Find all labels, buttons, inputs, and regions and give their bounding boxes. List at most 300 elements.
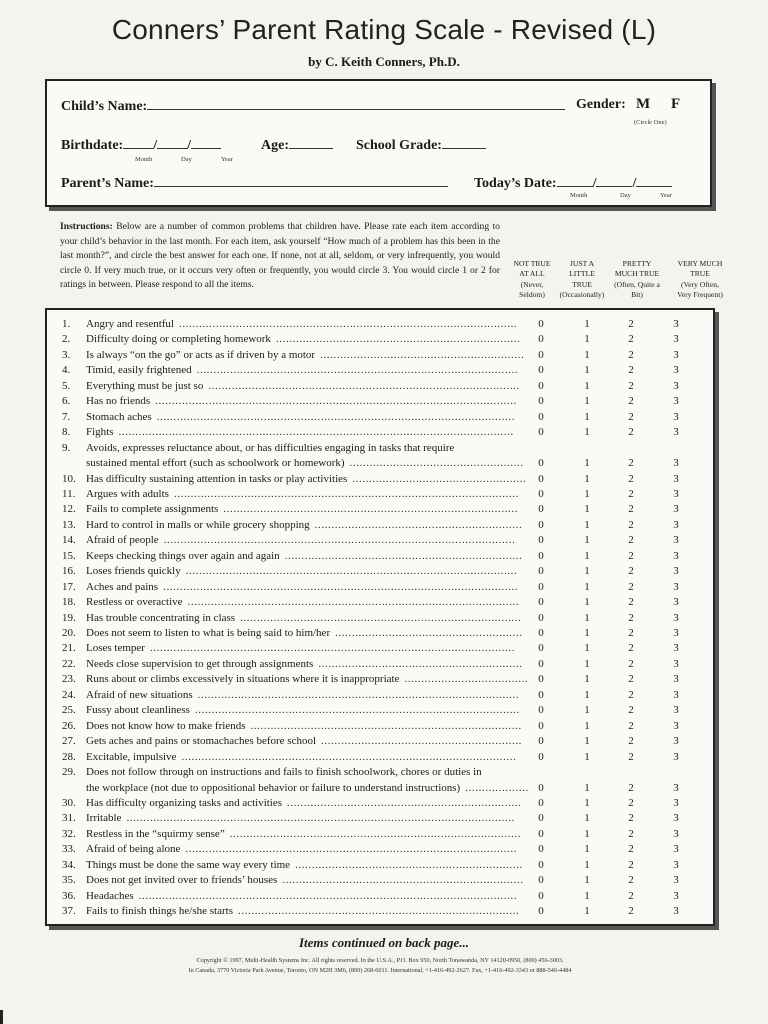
rating-option-2[interactable]: 2 — [628, 549, 634, 562]
rating-option-2[interactable]: 2 — [628, 426, 634, 439]
rating-option-2[interactable]: 2 — [628, 843, 634, 856]
item-row — [62, 751, 176, 763]
item-row — [62, 411, 152, 423]
rating-option-0[interactable]: 0 — [538, 688, 544, 701]
rating-option-1[interactable]: 1 — [584, 487, 590, 500]
rating-option-2[interactable]: 2 — [628, 657, 634, 670]
rating-option-1[interactable]: 1 — [584, 318, 590, 330]
column-header-line: TRUE — [690, 269, 710, 279]
rating-option-3[interactable]: 3 — [673, 379, 679, 392]
rating-option-3[interactable]: 3 — [673, 457, 679, 470]
rating-option-0[interactable]: 0 — [538, 472, 544, 485]
rating-option-3[interactable]: 3 — [673, 518, 679, 531]
item-text: Difficulty doing or completing homework — [86, 333, 271, 346]
item-number: 14. — [62, 534, 76, 547]
item-text: Everything must be just so — [86, 379, 204, 392]
form-title: Conners’ Parent Rating Scale - Revised (L) — [111, 14, 657, 45]
rating-option-0[interactable]: 0 — [538, 719, 544, 732]
rating-option-3[interactable]: 3 — [673, 627, 679, 639]
rating-option-1[interactable]: 1 — [584, 518, 590, 531]
rating-option-2[interactable]: 2 — [628, 457, 634, 470]
scan-edge-mark — [0, 1010, 3, 1024]
rating-option-3[interactable]: 3 — [673, 333, 679, 346]
rating-option-2[interactable]: 2 — [628, 611, 634, 624]
rating-option-2[interactable]: 2 — [628, 905, 634, 918]
rating-option-1[interactable]: 1 — [584, 549, 590, 562]
rating-option-2[interactable]: 2 — [628, 503, 634, 516]
rating-option-1[interactable]: 1 — [584, 719, 590, 732]
item-text: Afraid of being alone — [86, 843, 181, 856]
rating-option-3[interactable]: 3 — [673, 611, 679, 624]
rating-option-1[interactable]: 1 — [584, 333, 590, 346]
gender-option-m[interactable]: M — [636, 96, 651, 112]
item-row — [62, 797, 282, 809]
rating-option-0[interactable]: 0 — [538, 457, 544, 470]
rating-option-0[interactable]: 0 — [538, 812, 544, 825]
item-row — [62, 859, 290, 871]
gender-label: Gender: — [576, 97, 626, 112]
item-number: 29. — [62, 766, 76, 779]
rating-option-3[interactable]: 3 — [673, 843, 679, 856]
dot-leader: ................................................................................................ — [196, 364, 519, 377]
item-number: 35. — [62, 874, 76, 887]
item-row — [62, 874, 277, 886]
rating-option-3[interactable]: 3 — [673, 549, 679, 562]
column-header-line: NOT TRUE — [513, 259, 551, 268]
age-field[interactable] — [261, 136, 333, 154]
dot-leader: ............................................................................................................. — [149, 642, 516, 655]
instructions-heading: Instructions: — [60, 221, 113, 232]
rating-option-2[interactable]: 2 — [628, 889, 634, 902]
rating-option-0[interactable]: 0 — [538, 858, 544, 871]
rating-option-2[interactable]: 2 — [628, 827, 634, 840]
item-number: 20. — [62, 627, 76, 639]
rating-option-1[interactable]: 1 — [584, 889, 590, 902]
rating-option-2[interactable]: 2 — [628, 781, 634, 794]
item-row — [62, 349, 315, 361]
dot-leader: ................................................................................................ — [197, 688, 520, 701]
dot-leader: .................................................................................... — [237, 905, 520, 918]
column-header-line: Bit) — [631, 290, 643, 300]
copyright-notice — [60, 956, 700, 975]
item-text: Timid, easily frightened — [86, 364, 192, 377]
item-text: Has difficulty organizing tasks and activities — [86, 796, 283, 809]
item-text: Things must be done the same way every time — [86, 858, 291, 871]
item-text: Restless or overactive — [86, 596, 183, 609]
rating-option-1[interactable]: 1 — [584, 750, 590, 763]
rating-option-2[interactable]: 2 — [628, 874, 634, 887]
item-number: 5. — [62, 379, 71, 392]
birthdate-field[interactable]: Birthdate: / / — [61, 136, 221, 154]
rating-option-0[interactable]: 0 — [538, 565, 544, 578]
item-row — [62, 720, 245, 732]
rating-option-0[interactable]: 0 — [538, 318, 544, 330]
rating-option-3[interactable]: 3 — [673, 812, 679, 825]
rating-option-1[interactable]: 1 — [584, 534, 590, 547]
rating-option-2[interactable]: 2 — [628, 796, 634, 809]
rating-option-3[interactable]: 3 — [673, 364, 679, 377]
item-number: 22. — [62, 657, 76, 670]
rating-option-3[interactable]: 3 — [673, 472, 679, 485]
column-header-line: MUCH TRUE — [614, 269, 660, 279]
item-number: 34. — [62, 858, 76, 871]
rating-option-3[interactable]: 3 — [673, 410, 679, 423]
rating-option-0[interactable]: 0 — [538, 580, 544, 593]
item-number: 17. — [62, 580, 76, 593]
rating-option-2[interactable]: 2 — [628, 379, 634, 392]
rating-option-0[interactable]: 0 — [538, 596, 544, 609]
rating-option-1[interactable]: 1 — [584, 735, 590, 748]
column-header-line: PRETTY — [622, 259, 652, 268]
item-text: Does not follow through on instructions and fails to finish schoolwork, chores or duties in — [86, 766, 482, 779]
rating-option-1[interactable]: 1 — [584, 503, 590, 516]
item-number: 19. — [62, 611, 76, 624]
rating-option-1[interactable]: 1 — [584, 843, 590, 856]
rating-option-0[interactable]: 0 — [538, 426, 544, 439]
dot-leader: ............................................................................................................ — [155, 395, 517, 408]
rating-option-3[interactable]: 3 — [673, 487, 679, 500]
column-header-line: Seldom) — [519, 290, 545, 300]
item-row — [62, 318, 174, 330]
item-row — [62, 612, 235, 624]
rating-option-1[interactable]: 1 — [584, 657, 590, 670]
item-number: 8. — [62, 426, 71, 439]
rating-option-0[interactable]: 0 — [538, 333, 544, 346]
item-row — [62, 905, 233, 917]
rating-option-0[interactable]: 0 — [538, 410, 544, 423]
item-row — [62, 766, 482, 778]
rating-option-3[interactable]: 3 — [673, 827, 679, 840]
birthdate-label: Birthdate: — [61, 138, 124, 153]
item-text: Gets aches and pains or stomachaches before school — [86, 735, 317, 748]
item-row — [62, 581, 158, 593]
dot-leader: ....................................................................... — [284, 549, 523, 562]
item-number: 37. — [62, 905, 76, 918]
rating-option-3[interactable]: 3 — [673, 657, 679, 670]
item-row — [62, 627, 330, 639]
todays-date-year: Year — [660, 192, 672, 199]
rating-option-3[interactable]: 3 — [673, 565, 679, 578]
rating-option-2[interactable]: 2 — [628, 318, 634, 330]
rating-option-2[interactable]: 2 — [628, 596, 634, 609]
dot-leader: .................................................... — [349, 457, 524, 470]
rating-option-0[interactable]: 0 — [538, 549, 544, 562]
instructions — [60, 220, 500, 293]
dot-leader: ............................................................ — [321, 735, 523, 748]
dot-leader: .................................................................................... — [240, 611, 522, 624]
rating-option-3[interactable]: 3 — [673, 688, 679, 701]
column-header-line: Very Frequent) — [677, 290, 723, 300]
parent-name-label: Parent’s Name: — [61, 176, 154, 191]
rating-option-0[interactable]: 0 — [538, 673, 544, 686]
copyright-line-1: Copyright © 1997, Multi-Health Systems Inc. All rights reserved. In the U.S.A., P.O. Box 950, North Tonawanda, NY 14120-0950, (800) 456-3003. — [196, 957, 564, 964]
rating-option-3[interactable]: 3 — [673, 874, 679, 887]
rating-option-3[interactable]: 3 — [673, 673, 679, 686]
rating-option-1[interactable]: 1 — [584, 379, 590, 392]
rating-option-2[interactable]: 2 — [628, 410, 634, 423]
item-row — [62, 364, 192, 376]
rating-option-1[interactable]: 1 — [584, 642, 590, 655]
rating-option-2[interactable]: 2 — [628, 673, 634, 686]
parent-name-field[interactable] — [61, 174, 448, 192]
rating-option-3[interactable]: 3 — [673, 642, 679, 655]
dot-leader: ................... — [465, 781, 529, 794]
item-row — [62, 473, 347, 485]
item-text: Does not get invited over to friends’ houses — [86, 874, 278, 887]
item-row — [62, 828, 225, 840]
rating-option-2[interactable]: 2 — [628, 858, 634, 871]
todays-date-month: Month — [570, 192, 588, 199]
item-text: Angry and resentful — [86, 318, 174, 330]
item-row — [62, 658, 313, 670]
rating-option-1[interactable]: 1 — [584, 812, 590, 825]
item-number: 36. — [62, 889, 76, 902]
rating-option-3[interactable]: 3 — [673, 750, 679, 763]
rating-option-2[interactable]: 2 — [628, 364, 634, 377]
todays-date-label: Today’s Date: — [474, 176, 557, 191]
item-number: 16. — [62, 565, 76, 578]
rating-option-3[interactable]: 3 — [673, 348, 679, 361]
rating-option-0[interactable]: 0 — [538, 503, 544, 516]
rating-option-2[interactable]: 2 — [628, 348, 634, 361]
rating-option-3[interactable]: 3 — [673, 534, 679, 547]
rating-option-2[interactable]: 2 — [628, 487, 634, 500]
child-info-box — [45, 79, 712, 207]
column-header-line: LITTLE — [569, 269, 595, 279]
rating-option-2[interactable]: 2 — [628, 395, 634, 408]
item-row — [62, 395, 150, 407]
rating-option-1[interactable]: 1 — [584, 858, 590, 871]
rating-option-1[interactable]: 1 — [584, 874, 590, 887]
rating-option-0[interactable]: 0 — [538, 905, 544, 918]
rating-option-0[interactable]: 0 — [538, 379, 544, 392]
item-row — [62, 503, 218, 515]
rating-option-2[interactable]: 2 — [628, 812, 634, 825]
rating-option-1[interactable]: 1 — [584, 796, 590, 809]
rating-option-2[interactable]: 2 — [628, 534, 634, 547]
dot-leader: .......................................................................................................... — [163, 580, 519, 593]
item-number: 13. — [62, 518, 76, 531]
column-header-3 — [669, 259, 731, 301]
child-name-label: Child’s Name: — [61, 99, 148, 114]
item-row — [62, 843, 180, 855]
rating-option-0[interactable]: 0 — [538, 827, 544, 840]
rating-items-table — [45, 308, 715, 926]
item-row — [62, 812, 121, 824]
rating-option-2[interactable]: 2 — [628, 688, 634, 701]
todays-date-field[interactable]: Today’s Date: / / — [474, 174, 672, 192]
dot-leader: ................................................................................................................. — [138, 889, 518, 902]
rating-option-0[interactable]: 0 — [538, 843, 544, 856]
rating-option-1[interactable]: 1 — [584, 627, 590, 639]
item-text: Avoids, expresses reluctance about, or has difficulties engaging in tasks that require — [86, 441, 455, 454]
rating-option-1[interactable]: 1 — [584, 457, 590, 470]
rating-option-3[interactable]: 3 — [673, 426, 679, 439]
dot-leader: ........................................................................................................... — [156, 410, 516, 423]
rating-option-2[interactable]: 2 — [628, 735, 634, 748]
gender-option-f[interactable]: F — [671, 96, 681, 112]
rating-option-1[interactable]: 1 — [584, 673, 590, 686]
item-text-continued: sustained mental effort (such as schoolwork or homework) — [86, 457, 345, 470]
rating-option-3[interactable]: 3 — [673, 735, 679, 748]
rating-option-3[interactable]: 3 — [673, 796, 679, 809]
age-label: Age: — [261, 138, 289, 153]
rating-option-2[interactable]: 2 — [628, 642, 634, 655]
item-text: Aches and pains — [86, 580, 159, 593]
rating-option-2[interactable]: 2 — [628, 518, 634, 531]
school-grade-label: School Grade: — [356, 138, 442, 153]
rating-option-0[interactable]: 0 — [538, 781, 544, 794]
rating-option-2[interactable]: 2 — [628, 565, 634, 578]
item-number: 1. — [62, 318, 71, 330]
dot-leader: ............................................................. — [318, 657, 523, 670]
item-row — [62, 550, 280, 562]
rating-option-1[interactable]: 1 — [584, 611, 590, 624]
item-text: Hard to control in malls or while grocery shopping — [86, 518, 310, 531]
item-number: 18. — [62, 596, 76, 609]
item-row — [62, 442, 454, 454]
rating-option-1[interactable]: 1 — [584, 704, 590, 717]
child-name-field[interactable] — [61, 97, 565, 115]
item-text: Is always “on the go” or acts as if driven by a motor — [86, 348, 316, 361]
rating-option-0[interactable]: 0 — [538, 750, 544, 763]
child-name-line[interactable] — [147, 97, 565, 110]
item-text: Does not know how to make friends — [86, 719, 246, 732]
rating-option-0[interactable]: 0 — [538, 611, 544, 624]
rating-option-0[interactable]: 0 — [538, 627, 544, 639]
rating-option-0[interactable]: 0 — [538, 657, 544, 670]
rating-option-1[interactable]: 1 — [584, 827, 590, 840]
rating-option-1[interactable]: 1 — [584, 580, 590, 593]
dot-leader: ....................................................................................................... — [173, 487, 519, 500]
item-number: 7. — [62, 410, 71, 423]
item-row — [62, 534, 159, 546]
column-header-line: (Often, Quite a — [614, 279, 660, 289]
birthdate-year: Year — [221, 156, 233, 163]
item-number: 30. — [62, 796, 76, 809]
item-row — [62, 689, 193, 701]
rating-option-1[interactable]: 1 — [584, 426, 590, 439]
column-header-1 — [551, 259, 613, 301]
item-text: Fussy about cleanliness — [86, 704, 190, 717]
rating-option-2[interactable]: 2 — [628, 704, 634, 717]
item-number: 2. — [62, 333, 71, 346]
rating-option-0[interactable]: 0 — [538, 348, 544, 361]
copyright-line-2: In Canada, 3770 Victoria Park Avenue, Toronto, ON M2H 3M6, (800) 268-6011. International, +1-416-492-2627. Fax, +1-416-492-3343 or 888-540-4484 — [188, 966, 572, 974]
rating-option-1[interactable]: 1 — [584, 688, 590, 701]
rating-option-2[interactable]: 2 — [628, 333, 634, 346]
rating-option-3[interactable]: 3 — [673, 596, 679, 609]
rating-option-0[interactable]: 0 — [538, 889, 544, 902]
rating-option-0[interactable]: 0 — [538, 364, 544, 377]
rating-option-3[interactable]: 3 — [673, 318, 679, 330]
rating-option-2[interactable]: 2 — [628, 719, 634, 732]
rating-option-3[interactable]: 3 — [673, 580, 679, 593]
item-number: 4. — [62, 364, 71, 377]
rating-option-0[interactable]: 0 — [538, 704, 544, 717]
rating-option-0[interactable]: 0 — [538, 395, 544, 408]
rating-option-2[interactable]: 2 — [628, 580, 634, 593]
rating-option-1[interactable]: 1 — [584, 364, 590, 377]
dot-leader: ....................................................................................... — [229, 827, 522, 840]
rating-option-3[interactable]: 3 — [673, 719, 679, 732]
item-text-continued: the workplace (not due to oppositional behavior or failure to understand instructions) — [86, 781, 461, 794]
item-row — [62, 642, 145, 654]
dot-leader: ................................................................................................. — [194, 704, 520, 717]
item-text: Has difficulty sustaining attention in tasks or play activities — [86, 472, 348, 485]
item-text: Has no friends — [86, 395, 151, 408]
item-text: Loses friends quickly — [86, 565, 181, 578]
item-row — [62, 565, 181, 577]
rating-option-1[interactable]: 1 — [584, 596, 590, 609]
rating-option-1[interactable]: 1 — [584, 472, 590, 485]
rating-option-1[interactable]: 1 — [584, 905, 590, 918]
rating-option-3[interactable]: 3 — [673, 905, 679, 918]
dot-leader: ..................................................................................................... — [178, 318, 518, 330]
item-text: Needs close supervision to get through assignments — [86, 657, 314, 670]
rating-option-0[interactable]: 0 — [538, 796, 544, 809]
item-number: 6. — [62, 395, 71, 408]
rating-option-3[interactable]: 3 — [673, 858, 679, 871]
item-number: 3. — [62, 348, 71, 361]
rating-option-3[interactable]: 3 — [673, 704, 679, 717]
rating-option-0[interactable]: 0 — [538, 487, 544, 500]
rating-option-0[interactable]: 0 — [538, 642, 544, 655]
dot-leader: ...................................................................... — [287, 796, 522, 809]
item-row — [62, 890, 134, 902]
item-number: 23. — [62, 673, 76, 686]
rating-option-2[interactable]: 2 — [628, 627, 634, 639]
column-header-line: AT ALL — [519, 269, 545, 279]
rating-option-1[interactable]: 1 — [584, 565, 590, 578]
item-row — [62, 735, 316, 747]
rating-option-0[interactable]: 0 — [538, 534, 544, 547]
rating-option-3[interactable]: 3 — [673, 503, 679, 516]
rating-option-1[interactable]: 1 — [584, 395, 590, 408]
school-grade-field[interactable] — [356, 136, 486, 154]
dot-leader: ............................................................................................. — [208, 379, 520, 392]
rating-option-1[interactable]: 1 — [584, 348, 590, 361]
item-text: Runs about or climbs excessively in situations where it is inappropriate — [86, 673, 400, 686]
item-number: 26. — [62, 719, 76, 732]
rating-option-1[interactable]: 1 — [584, 781, 590, 794]
item-text: Keeps checking things over again and again — [86, 549, 280, 562]
rating-option-0[interactable]: 0 — [538, 518, 544, 531]
dot-leader: ........................................................................................ — [223, 503, 519, 516]
rating-option-3[interactable]: 3 — [673, 781, 679, 794]
item-number: 32. — [62, 827, 76, 840]
item-row — [62, 673, 399, 685]
column-header-line: (Never, — [520, 279, 544, 289]
dot-leader: ........................................................................ — [282, 874, 524, 887]
item-number: 10. — [62, 472, 76, 485]
rating-option-1[interactable]: 1 — [584, 410, 590, 423]
item-number: 9. — [62, 441, 71, 454]
item-text: Fights — [86, 426, 114, 439]
rating-option-2[interactable]: 2 — [628, 750, 634, 763]
rating-option-3[interactable]: 3 — [673, 395, 679, 408]
rating-option-2[interactable]: 2 — [628, 472, 634, 485]
form-author: by C. Keith Conners, Ph.D. — [308, 54, 460, 69]
item-text: Afraid of people — [86, 534, 159, 547]
dot-leader: .................................................... — [352, 472, 527, 485]
item-text: Does not seem to listen to what is being said to him/her — [86, 627, 331, 639]
dot-leader: ......................................................................................................... — [163, 534, 516, 547]
rating-option-0[interactable]: 0 — [538, 735, 544, 748]
rating-option-3[interactable]: 3 — [673, 889, 679, 902]
rating-option-0[interactable]: 0 — [538, 874, 544, 887]
item-number: 27. — [62, 735, 76, 748]
